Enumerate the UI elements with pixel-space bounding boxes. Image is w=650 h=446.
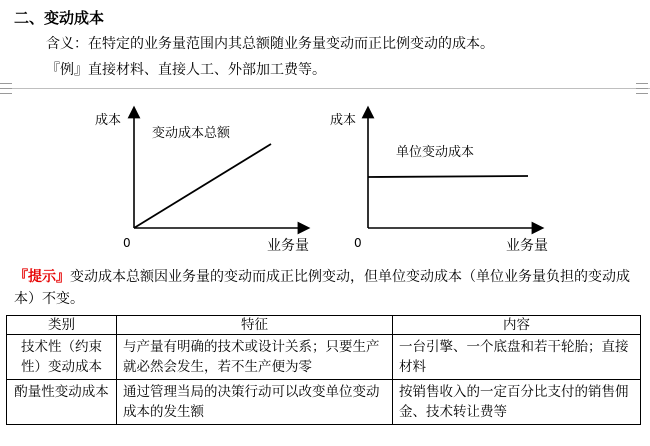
chart2-title: 单位变动成本 (396, 145, 475, 160)
tip-label: 『提示』 (14, 269, 70, 285)
row-feature: 与产量有明确的技术或设计关系；只要生产就必然会发生，若不生产便为零 (117, 335, 393, 380)
unit-variable-cost-chart (326, 100, 566, 260)
table-row (7, 380, 641, 425)
table-row (7, 335, 641, 380)
table-header-row (7, 316, 641, 335)
chart2-series-line (368, 176, 528, 177)
chart1-origin-label: 0 (123, 236, 131, 250)
row-content: 按销售收入的一定百分比支付的销售佣金、技术转让费等 (393, 380, 641, 425)
header-feature: 特征 (117, 316, 393, 335)
chart2-y-label: 成本 (330, 113, 357, 128)
chart1-x-label: 业务量 (267, 238, 309, 254)
definition-text: 含义：在特定的业务量范围内其总额随业务量变动而正比例变动的成本。 (46, 36, 494, 52)
separator-right-mark (636, 83, 648, 94)
total-variable-cost-chart (92, 100, 332, 260)
chart2-x-label: 业务量 (506, 238, 548, 254)
row-category: 技术性（约束性）变动成本 (7, 335, 117, 380)
example-text: 『例』直接材料、直接人工、外部加工费等。 (46, 62, 326, 78)
row-category: 酌量性变动成本 (7, 380, 117, 425)
chart1-title: 变动成本总额 (152, 126, 231, 141)
header-content: 内容 (393, 316, 641, 335)
chart1-series-line (134, 144, 271, 228)
chart2-origin-label: 0 (354, 236, 362, 250)
chart1-y-label: 成本 (95, 113, 122, 128)
tip-text: 变动成本总额因业务量的变动而成正比例变动，但单位变动成本（单位业务量负担的变动成本）不变。 (14, 269, 630, 307)
section-heading: 二、变动成本 (14, 9, 105, 27)
page-separator (0, 88, 650, 89)
row-feature: 通过管理当局的决策行动可以改变单位变动成本的发生额 (117, 380, 393, 425)
header-category: 类别 (7, 316, 117, 335)
separator-left-mark (0, 83, 12, 94)
row-content: 一台引擎、一个底盘和若干轮胎；直接材料 (393, 335, 641, 380)
tip-paragraph (14, 266, 642, 310)
variable-cost-table (6, 315, 641, 425)
